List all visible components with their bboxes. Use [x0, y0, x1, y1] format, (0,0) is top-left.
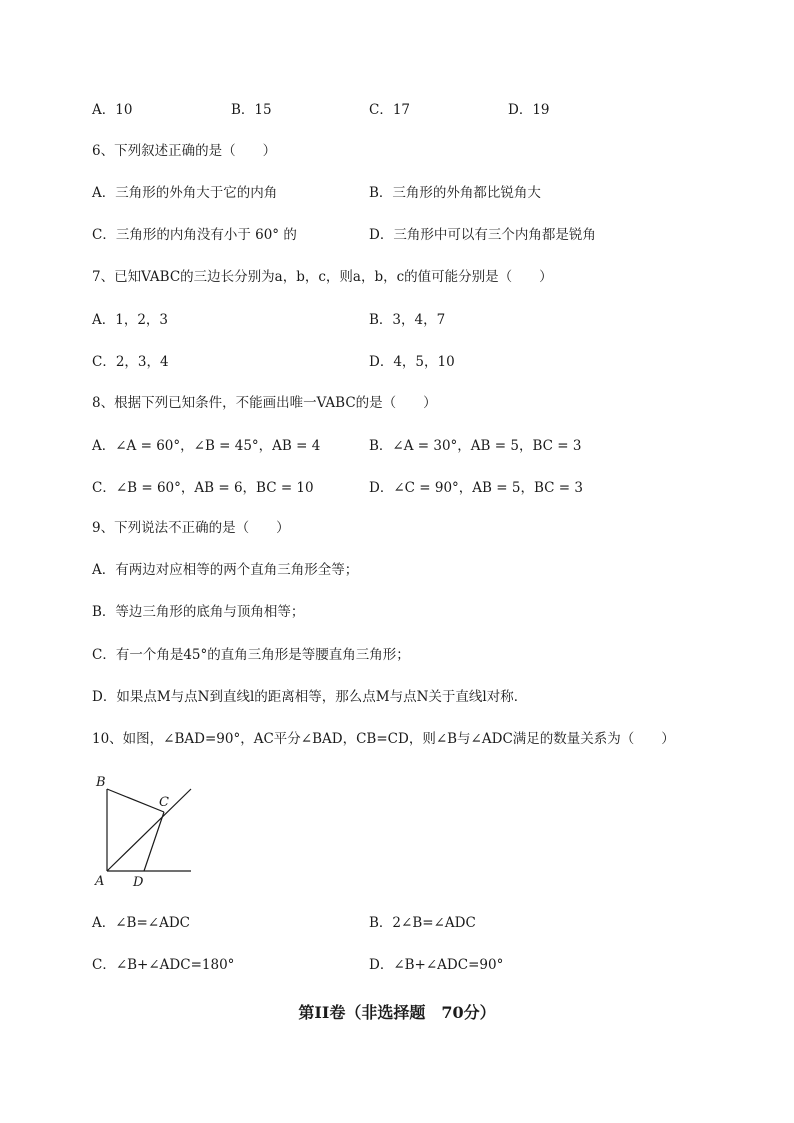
q5-option-b: B．15 — [231, 102, 272, 118]
q6-option-a: A．三角形的外角大于它的内角 — [92, 185, 278, 201]
q9-stem: 9、下列说法不正确的是（ ） — [92, 520, 290, 536]
section-title: 第II卷（非选择题 70分） — [298, 1003, 496, 1022]
segment-cd — [144, 812, 164, 871]
q7-option-a: A．1，2，3 — [92, 312, 169, 328]
bisector-ray-ac — [107, 789, 191, 871]
label-a: A — [95, 874, 105, 889]
q8-stem: 8、根据下列已知条件，不能画出唯一VABC的是（ ） — [92, 395, 437, 411]
q10-option-c: C．∠B+∠ADC=180° — [92, 957, 235, 973]
q5-option-a: A．10 — [92, 102, 133, 118]
q10-stem: 10、如图，∠BAD=90°，AC平分∠BAD，CB=CD，则∠B与∠ADC满足的数量关系为（ ） — [92, 731, 675, 747]
q8-option-b: B．∠A = 30°，AB = 5，BC = 3 — [369, 438, 582, 454]
q10-option-d: D．∠B+∠ADC=90° — [369, 957, 504, 973]
q10-geometry-figure — [92, 770, 202, 890]
q9-option-d: D．如果点M与点N到直线l的距离相等，那么点M与点N关于直线l对称． — [92, 689, 528, 705]
q6-option-c: C．三角形的内角没有小于 60° 的 — [92, 227, 297, 243]
label-b: B — [96, 775, 106, 790]
q6-option-d: D．三角形中可以有三个内角都是锐角 — [369, 227, 596, 243]
q8-option-d: D．∠C = 90°，AB = 5，BC = 3 — [369, 480, 583, 496]
q5-option-d: D．19 — [508, 102, 550, 118]
segment-bc — [107, 789, 164, 812]
q5-option-c: C．17 — [369, 102, 411, 118]
q9-option-a: A．有两边对应相等的两个直角三角形全等； — [92, 562, 359, 578]
q8-option-c: C．∠B = 60°，AB = 6，BC = 10 — [92, 480, 314, 496]
label-c: C — [159, 795, 169, 810]
q7-option-b: B．3，4，7 — [369, 312, 446, 328]
q7-option-d: D．4，5，10 — [369, 354, 455, 370]
q9-option-b: B．等边三角形的底角与顶角相等； — [92, 604, 305, 620]
q10-option-a: A．∠B=∠ADC — [92, 915, 191, 931]
q6-stem: 6、下列叙述正确的是（ ） — [92, 143, 277, 159]
label-d: D — [133, 875, 144, 890]
q8-option-a: A．∠A = 60°，∠B = 45°，AB = 4 — [92, 438, 321, 454]
q7-stem: 7、已知VABC的三边长分别为a，b，c，则a，b，c的值可能分别是（ ） — [92, 269, 553, 285]
q7-option-c: C．2，3，4 — [92, 354, 169, 370]
q9-option-c: C．有一个角是45°的直角三角形是等腰直角三角形； — [92, 647, 410, 663]
q10-option-b: B．2∠B=∠ADC — [369, 915, 476, 931]
q6-option-b: B．三角形的外角都比锐角大 — [369, 185, 541, 201]
